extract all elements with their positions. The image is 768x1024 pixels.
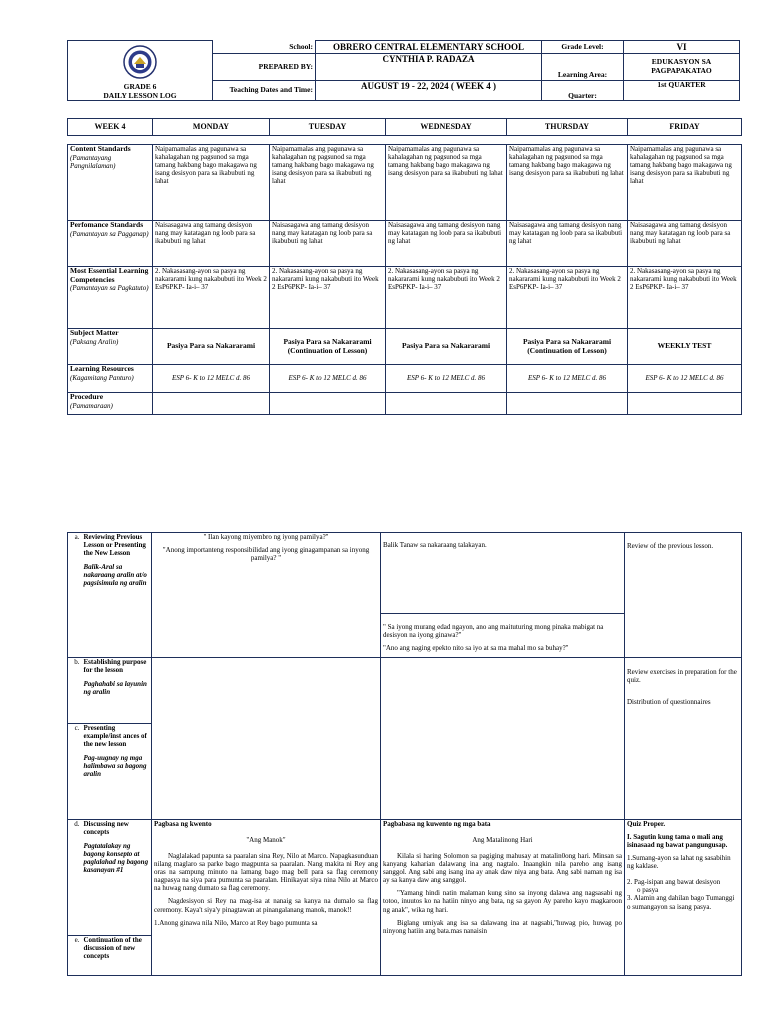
lesson-table xyxy=(67,144,742,415)
cell-tue: Naisasagawa ang tamang desisyon nang may katatagan ng loob para sa ikabubuti ng lahat xyxy=(270,221,386,267)
story-title: "Ang Manok" xyxy=(246,836,286,845)
dates-label: Teaching Dates and Time: xyxy=(213,80,316,100)
learning-area-label: Learning Area: xyxy=(542,54,624,81)
cell-tue xyxy=(270,393,386,415)
label-cell: Procedure (Pamamaraan) xyxy=(68,393,153,415)
grade-level-label: Grade Level: xyxy=(542,41,624,54)
review-text: Distribution of questionnaires xyxy=(627,698,711,707)
cell-thu: ESP 6- K to 12 MELC d. 86 xyxy=(507,365,628,393)
cell-fri: Naipamamalas ang pagunawa sa kahalagahan ng pagsunod sa mga tamang hakbang bago makagawa ng isang desisyon para sa ikabubuti ng lahat xyxy=(628,145,742,221)
row-competencies xyxy=(68,267,742,329)
question-text: "Anong importanteng responsibilidad ang iyong ginagampanan sa inyong pamilya? " xyxy=(162,546,370,563)
cell-fri xyxy=(628,393,742,415)
procedure-index: b. xyxy=(68,658,82,724)
cell-fri: ESP 6- K to 12 MELC d. 86 xyxy=(628,365,742,393)
procedure-table xyxy=(67,532,742,976)
day-monday: MONDAY xyxy=(153,119,270,136)
grade-title: GRADE 6 xyxy=(123,82,157,91)
day-wednesday: WEDNESDAY xyxy=(386,119,507,136)
cell-wed: Naisasagawa ang tamang desisyon nang may katatagan ng loob para sa ikabubuti ng lahat xyxy=(386,221,507,267)
quarter-label: Quarter: xyxy=(542,80,624,100)
row-learning-resources xyxy=(68,365,742,393)
quiz-item: 1.Sumang-ayon sa lahat ng sasabihin ng kaklase. xyxy=(627,854,731,871)
procedure-index: a. xyxy=(68,533,82,658)
procedure-phase: Continuation of the discussion of new concepts xyxy=(82,936,152,976)
cell-wed xyxy=(386,393,507,415)
school-label: School: xyxy=(289,41,313,51)
review-text: Review exercises in preparation for the quiz. xyxy=(627,668,737,685)
cell-fri: WEEKLY TEST xyxy=(628,329,742,365)
procedure-row-a xyxy=(68,533,742,658)
story-paragraph: Nagdesisyon si Rey na mag-isa at nanaig sa kanya na dumalo sa flag ceremony. Kaya't siya'y pinagtawan at pinangalanang manok, manok!! xyxy=(154,897,378,914)
question-text: "Ano ang naging epekto nito sa iyo at sa ma mahal mo sa buhay?" xyxy=(383,644,569,653)
label-cell: Most Essential Learning Competencies (Pamantayan sa Pagkatuto) xyxy=(68,267,153,329)
wednesday-thursday-cell xyxy=(381,533,625,658)
cell-tue: ESP 6- K to 12 MELC d. 86 xyxy=(270,365,386,393)
story-paragraph: Kilala si haring Solomon sa pagiging mahusay at matalin0ong hari. Minsan sa kanyang kaharian dalawang ina ang nagtalo. Inaangkin nila pareho ang isang sanggol. Ang sabi ang isang ina ay anak daw niya ang bata. Ang sabi naman ng isa ay sa kanya daw ang sanggol. xyxy=(383,852,622,885)
grade-cell xyxy=(68,41,213,101)
prepared-label: PREPARED BY: xyxy=(213,54,316,81)
quarter-value: 1st QUARTER xyxy=(624,80,740,100)
daily-lesson-log-title: DAILY LESSON LOG xyxy=(103,90,177,100)
procedure-index: e. xyxy=(68,936,82,976)
quiz-item: o pasya xyxy=(637,886,659,895)
monday-tuesday-cell xyxy=(152,820,381,976)
quiz-item: 2. Pag-isipan ang bawat desisyon xyxy=(627,878,721,887)
story-title: Ang Matalinong Hari xyxy=(472,836,533,845)
row-content-standards xyxy=(68,145,742,221)
wednesday-thursday-cell xyxy=(381,820,625,976)
section-heading: Quiz Proper. xyxy=(627,820,666,829)
day-tuesday: TUESDAY xyxy=(270,119,386,136)
row-performance-standards xyxy=(68,221,742,267)
row-procedure xyxy=(68,393,742,415)
review-text: Balik Tanaw sa nakaraang talakayan. xyxy=(383,541,487,549)
story-paragraph: "Yamang hindi natin malaman kung sino sa inyong dalawa ang nagsasabi ng totoo, inuutos ko na hatiin ninyo ang bata, ng sa gayon Ay pareho kayo magkaroon ng anak", wika ng hari. xyxy=(383,889,622,914)
question-text: " Sa iyong murang edad ngayon, ano ang maituturing mong pinaka mabigat na desisyon na iyong ginawa?" xyxy=(383,623,604,640)
cell-mon: Naipamamalas ang pagunawa sa kahalagahan ng pagsunod sa mga tamang hakbang bago makagawa ng isang desisyon para sa ikabubuti ng lahat xyxy=(153,145,270,221)
cell-tue: 2. Nakasasang-ayon sa pasya ng nakararami kung nakabubuti ito Week 2 EsP6PKP- Ia-i– 37 xyxy=(270,267,386,329)
procedure-phase: Reviewing Previous Lesson or Presenting the New Lesson Balik-Aral sa nakaraang aralin at/o pagsisimula ng aralin xyxy=(82,533,152,658)
friday-cell xyxy=(625,658,742,820)
friday-cell xyxy=(625,820,742,976)
procedure-row-d xyxy=(68,820,742,936)
cell-tue: Naipamamalas ang pagunawa sa kahalagahan ng pagsunod sa mga tamang hakbang bago makagawa ng isang desisyon para sa ikabubuti ng lahat xyxy=(270,145,386,221)
day-thursday: THURSDAY xyxy=(507,119,628,136)
procedure-index: d. xyxy=(68,820,82,936)
cell-wed: Naipamamalas ang pagunawa sa kahalagahan ng pagsunod sa mga tamang hakbang bago makagawa ng isang desisyon para sa ikabubuti ng lahat xyxy=(386,145,507,221)
story-paragraph: Naglalakad papunta sa paaralan sina Rey, Nilo at Marco. Napagkasunduan nilang maglaro sa parke bago magpunta sa paaralan. Nang makita ni Rey ang oras na sampung minuto na lamang bago mag bell para sa flag ceremony nagpasya na siya para pumunta sa paaralan. Hinikayat siya nina Nilo at Marco na huwag nang dumato sa flag ceremony. xyxy=(154,852,378,893)
day-week: WEEK 4 xyxy=(68,119,153,136)
deped-seal-icon xyxy=(123,45,157,79)
cell-mon xyxy=(153,393,270,415)
wednesday-thursday-cell xyxy=(381,658,625,820)
question-text: 1.Anong ginawa nila Nilo, Marco at Rey bago pumunta sa xyxy=(154,918,318,927)
question-text: " Ilan kayong miyembro ng iyong pamilya?" xyxy=(203,533,329,541)
cell-tue: Pasiya Para sa Nakararami (Continuation of Lesson) xyxy=(270,329,386,365)
section-heading: Pagbasa ng kwento xyxy=(154,820,212,829)
cell-mon: Naisasagawa ang tamang desisyon nang may katatagan ng loob para sa ikabubuti ng lahat xyxy=(153,221,270,267)
monday-tuesday-cell xyxy=(152,533,381,658)
school-value: OBRERO CENTRAL ELEMENTARY SCHOOL xyxy=(316,41,542,54)
review-text: Review of the previous lesson. xyxy=(627,542,714,550)
label-cell: Content Standards (Pamantayang Pangnilalaman) xyxy=(68,145,153,221)
quiz-instruction: I. Sagutin kung tama o mali ang isinasaad ng bawat pangungusap. xyxy=(627,833,728,850)
cell-fri: Naisasagawa ang tamang desisyon nang may katatagan ng loob para sa ikabubuti ng lahat xyxy=(628,221,742,267)
monday-tuesday-cell xyxy=(152,658,381,820)
cell-wed: 2. Nakasasang-ayon sa pasya ng nakararami kung nakabubuti ito Week 2 EsP6PKP- Ia-i– 37 xyxy=(386,267,507,329)
procedure-index: c. xyxy=(68,724,82,820)
cell-mon: 2. Nakasasang-ayon sa pasya ng nakararami kung nakabubuti ito Week 2 EsP6PKP- Ia-i– 37 xyxy=(153,267,270,329)
section-heading: Pagbabasa ng kuwento ng mga bata xyxy=(383,820,491,829)
procedure-row-b xyxy=(68,658,742,724)
cell-mon: ESP 6- K to 12 MELC d. 86 xyxy=(153,365,270,393)
prepared-value: CYNTHIA P. RADAZA xyxy=(316,54,542,81)
label-cell: Subject Matter (Paksang Aralin) xyxy=(68,329,153,365)
procedure-phase: Presenting example/inst ances of the new lesson Pag-uugnay ng mga halimbawa sa bagong aralin xyxy=(82,724,152,820)
label-cell: Perfomance Standards (Pamantayan sa Pagganap) xyxy=(68,221,153,267)
learning-area-value: EDUKASYON SA PAGPAPAKATAO xyxy=(624,54,740,81)
story-paragraph: Biglang umiyak ang isa sa dalawang ina at nagsabi,"huwag pio, huwag po ninyong hatiin ang bata.mas nanaisin xyxy=(383,918,622,935)
cell-thu xyxy=(507,393,628,415)
cell-mon: Pasiya Para sa Nakararami xyxy=(153,329,270,365)
days-table xyxy=(67,118,742,136)
day-friday: FRIDAY xyxy=(628,119,742,136)
procedure-phase: Establishing purpose for the lesson Paghahabi sa layunin ng aralin xyxy=(82,658,152,724)
label-cell: Learning Resources (Kagamitang Panturo) xyxy=(68,365,153,393)
friday-cell xyxy=(625,533,742,658)
header-table xyxy=(67,40,740,101)
cell-wed: Pasiya Para sa Nakararami xyxy=(386,329,507,365)
dates-value: AUGUST 19 - 22, 2024 ( WEEK 4 ) xyxy=(316,80,542,100)
row-subject-matter xyxy=(68,329,742,365)
grade-level-value: VI xyxy=(624,41,740,54)
cell-thu: Naipamamalas ang pagunawa sa kahalagahan ng pagsunod sa mga tamang hakbang bago makagawa ng isang desisyon para sa ikabubuti ng lahat xyxy=(507,145,628,221)
cell-fri: 2. Nakasasang-ayon sa pasya ng nakararami kung nakabubuti ito Week 2 EsP6PKP- Ia-i– 37 xyxy=(628,267,742,329)
quiz-item: 3. Alamin ang dahilan bago Tumanggi o sumangayon sa isang pasya. xyxy=(627,894,735,911)
cell-thu: 2. Nakasasang-ayon sa pasya ng nakararami kung nakabubuti ito Week 2 EsP6PKP- Ia-i– 37 xyxy=(507,267,628,329)
cell-wed: ESP 6- K to 12 MELC d. 86 xyxy=(386,365,507,393)
cell-thu: Pasiya Para sa Nakararami (Continuation of Lesson) xyxy=(507,329,628,365)
cell-thu: Naisasagawa ang tamang desisyon nang may katatagan ng loob para sa ikabubuti ng lahat xyxy=(507,221,628,267)
procedure-phase: Discussing new concepts Pagtatalakay ng bagong konsepto at paglalahad ng bagong kasanayan #1 xyxy=(82,820,152,936)
